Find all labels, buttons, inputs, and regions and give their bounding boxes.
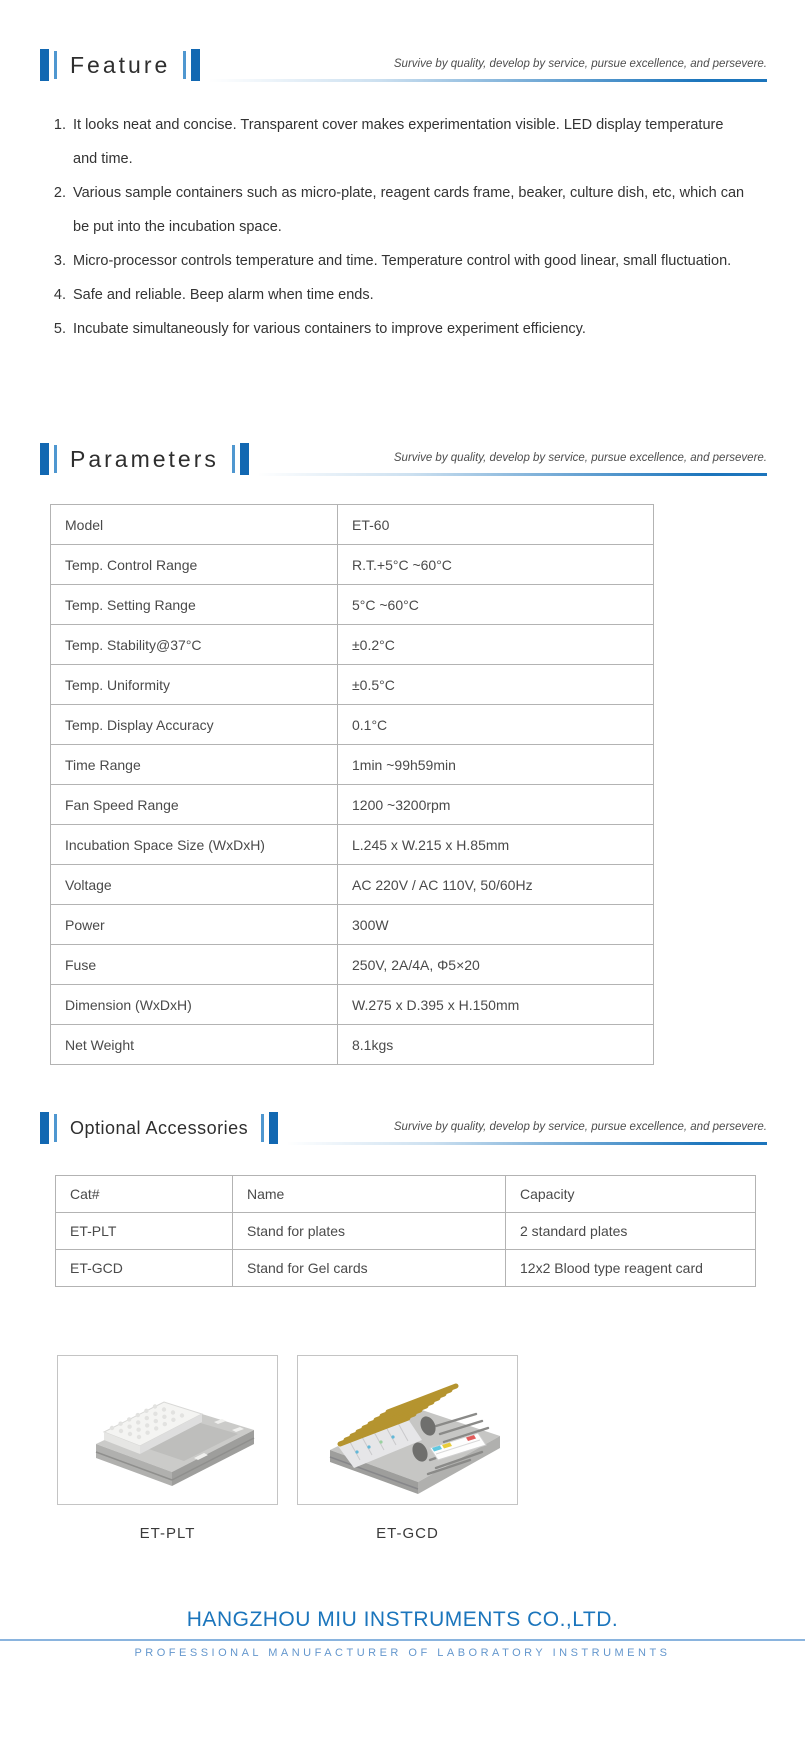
param-label: Dimension (WxDxH): [51, 985, 338, 1025]
table-row: [51, 505, 654, 545]
header-bar-thin-right: [232, 445, 235, 473]
et-gcd-product-image: [297, 1355, 518, 1505]
header-underline: [208, 79, 767, 82]
table-row: [51, 585, 654, 625]
column-header-name: Name: [233, 1176, 506, 1213]
feature-item-number: 2.: [53, 185, 66, 201]
feature-item-number: 1.: [53, 117, 66, 133]
param-label: Fuse: [51, 945, 338, 985]
param-label: Temp. Uniformity: [51, 665, 338, 705]
param-value: 0.1°C: [338, 705, 654, 745]
param-label: Time Range: [51, 745, 338, 785]
feature-item: [46, 312, 746, 346]
accessory-name: Stand for Gel cards: [233, 1250, 506, 1287]
section-tagline: Survive by quality, develop by service, pursue excellence, and persevere.: [393, 452, 767, 464]
feature-item: [46, 108, 746, 176]
parameters-title-unit: [40, 442, 249, 476]
table-row: [51, 865, 654, 905]
header-bar-thick-right: [191, 49, 200, 81]
param-label: Voltage: [51, 865, 338, 905]
param-label: Incubation Space Size (WxDxH): [51, 825, 338, 865]
param-value: 1200 ~3200rpm: [338, 785, 654, 825]
param-label: Net Weight: [51, 1025, 338, 1065]
header-underline: [257, 473, 767, 476]
param-value: R.T.+5°C ~60°C: [338, 545, 654, 585]
param-label: Temp. Stability@37°C: [51, 625, 338, 665]
feature-header: [40, 48, 767, 82]
feature-item-number: 3.: [53, 253, 66, 269]
table-row: [51, 825, 654, 865]
accessory-name: Stand for plates: [233, 1213, 506, 1250]
parameters-section-title: Parameters: [70, 445, 219, 472]
header-bar-thin-right: [183, 51, 186, 79]
header-bar-thin-left: [54, 51, 57, 79]
feature-item-text: Various sample containers such as micro-plate, reagent cards frame, beaker, culture dish, etc, which can be put into the incubation space.: [73, 185, 745, 235]
table-row: [51, 785, 654, 825]
header-bar-thin-right: [261, 1114, 264, 1142]
product-photos: [57, 1355, 805, 1542]
param-label: Fan Speed Range: [51, 785, 338, 825]
table-row: [51, 705, 654, 745]
param-value: L.245 x W.215 x H.85mm: [338, 825, 654, 865]
param-label: Model: [51, 505, 338, 545]
parameters-header: [40, 442, 767, 476]
feature-title-unit: [40, 48, 200, 82]
product-label-et-plt: ET-PLT: [139, 1525, 196, 1542]
param-value: AC 220V / AC 110V, 50/60Hz: [338, 865, 654, 905]
accessory-capacity: 2 standard plates: [506, 1213, 756, 1250]
accessory-capacity: 12x2 Blood type reagent card: [506, 1250, 756, 1287]
column-header-capacity: Capacity: [506, 1176, 756, 1213]
section-tagline: Survive by quality, develop by service, pursue excellence, and persevere.: [393, 1121, 767, 1133]
footer-slogan: PROFESSIONAL MANUFACTURER OF LABORATORY INSTRUMENTS: [134, 1647, 671, 1659]
accessories-header-right: [286, 1121, 767, 1145]
header-bar-thin-left: [54, 1114, 57, 1142]
param-value: 5°C ~60°C: [338, 585, 654, 625]
accessory-cat: ET-PLT: [56, 1213, 233, 1250]
header-bar-thick-left: [40, 49, 49, 81]
table-header-row: [56, 1176, 756, 1213]
header-underline: [286, 1142, 767, 1145]
company-name: HANGZHOU MIU INSTRUMENTS CO.,LTD.: [186, 1608, 619, 1631]
param-value: 8.1kgs: [338, 1025, 654, 1065]
feature-list: [46, 108, 746, 346]
table-row: [51, 745, 654, 785]
header-bar-thick-left: [40, 1112, 49, 1144]
feature-item: [46, 278, 746, 312]
param-label: Temp. Setting Range: [51, 585, 338, 625]
accessories-table: [55, 1175, 756, 1287]
accessories-title-unit: [40, 1111, 278, 1145]
parameters-section: [0, 442, 805, 1065]
table-row: [51, 1025, 654, 1065]
feature-item-number: 5.: [53, 321, 66, 337]
feature-item-text: Safe and reliable. Beep alarm when time ends.: [73, 287, 374, 303]
table-row: [56, 1213, 756, 1250]
param-value: 1min ~99h59min: [338, 745, 654, 785]
feature-item-number: 4.: [53, 287, 66, 303]
table-row: [51, 945, 654, 985]
param-value: ±0.2°C: [338, 625, 654, 665]
feature-section: [0, 48, 805, 346]
column-header-cat: Cat#: [56, 1176, 233, 1213]
param-value: 250V, 2A/4A, Φ5×20: [338, 945, 654, 985]
header-bar-thin-left: [54, 445, 57, 473]
accessories-section-title: Optional Accessories: [70, 1117, 249, 1138]
et-plt-product-image: [57, 1355, 278, 1505]
table-row: [51, 625, 654, 665]
feature-section-title: Feature: [70, 51, 171, 78]
accessories-section: [0, 1111, 805, 1542]
stand-for-gel-cards-illustration: [308, 1362, 508, 1498]
footer: [0, 1608, 805, 1659]
section-tagline: Survive by quality, develop by service, pursue excellence, and persevere.: [393, 58, 767, 70]
table-row: [51, 665, 654, 705]
product-figure-et-plt: [57, 1355, 278, 1542]
feature-header-right: [208, 58, 767, 82]
parameters-table: [50, 504, 654, 1065]
param-value: ET-60: [338, 505, 654, 545]
feature-item: [46, 176, 746, 244]
parameters-header-right: [257, 452, 767, 476]
param-value: ±0.5°C: [338, 665, 654, 705]
feature-item-text: It looks neat and concise. Transparent cover makes experimentation visible. LED display temperature and time.: [73, 117, 724, 167]
header-bar-thick-right: [240, 443, 249, 475]
product-figure-et-gcd: [297, 1355, 518, 1542]
table-row: [51, 905, 654, 945]
accessories-header: [40, 1111, 767, 1145]
table-row: [51, 545, 654, 585]
feature-item-text: Incubate simultaneously for various containers to improve experiment efficiency.: [73, 321, 586, 337]
footer-divider-line: [0, 1639, 805, 1641]
accessory-cat: ET-GCD: [56, 1250, 233, 1287]
param-value: W.275 x D.395 x H.150mm: [338, 985, 654, 1025]
param-label: Temp. Control Range: [51, 545, 338, 585]
product-label-et-gcd: ET-GCD: [376, 1525, 439, 1542]
header-bar-thick-right: [269, 1112, 278, 1144]
stand-for-plates-illustration: [68, 1362, 268, 1498]
table-row: [56, 1250, 756, 1287]
param-label: Temp. Display Accuracy: [51, 705, 338, 745]
param-label: Power: [51, 905, 338, 945]
header-bar-thick-left: [40, 443, 49, 475]
table-row: [51, 985, 654, 1025]
param-value: 300W: [338, 905, 654, 945]
feature-item-text: Micro-processor controls temperature and time. Temperature control with good linear, small fluctuation.: [73, 253, 732, 269]
feature-item: [46, 244, 746, 278]
